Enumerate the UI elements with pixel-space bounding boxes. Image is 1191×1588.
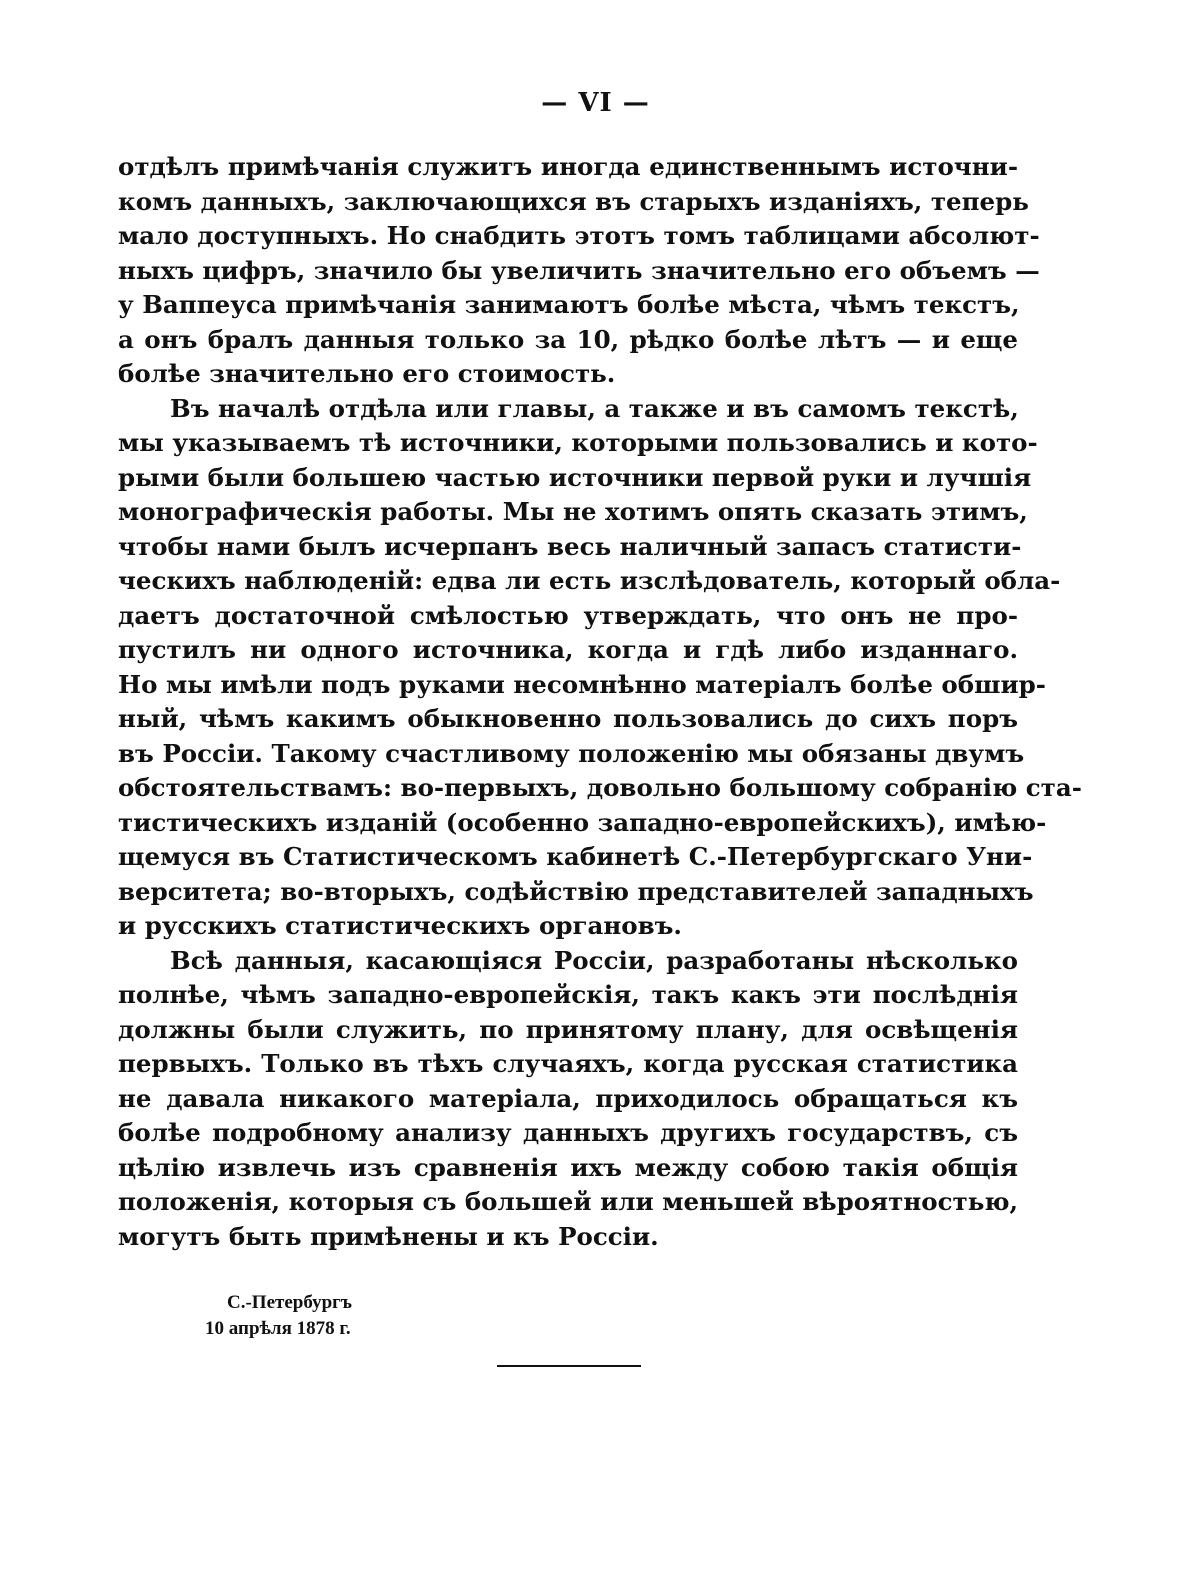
text-line: Въ началѣ отдѣла или главы, а также и въ самомъ текстѣ, xyxy=(170,393,1019,423)
text-line: болѣе значительно его стоимость. xyxy=(118,359,616,388)
paragraph-2 xyxy=(118,392,1082,944)
text-line: у Ваппеуса примѣчанія занимаютъ болѣе мѣста, чѣмъ текстъ, xyxy=(118,290,1020,319)
text-line: могутъ быть примѣнены и къ Россіи. xyxy=(118,1221,659,1251)
text-line: и русскихъ статистическихъ органовъ. xyxy=(118,911,682,940)
text-line: болѣе подробному анализу данныхъ другихъ государствъ, съ xyxy=(118,1118,1018,1147)
signature-place: С.-Петербургъ xyxy=(227,1292,352,1313)
end-rule xyxy=(497,1365,641,1367)
text-line: Но мы имѣли подъ руками несомнѣнно матеріалъ болѣе обшир- xyxy=(118,669,1046,699)
text-line: Всѣ данныя, касающіяся Россіи, разработаны нѣсколько xyxy=(170,945,1018,975)
text-line: положенія, которыя съ большей или меньшей вѣроятностью, xyxy=(118,1187,1018,1216)
text-line: а онъ бралъ данныя только за 10, рѣдко болѣе лѣтъ — и еще xyxy=(118,324,1018,354)
text-line: ный, чѣмъ какимъ обыкновенно пользовались до сихъ поръ xyxy=(118,704,1018,733)
text-line: отдѣлъ примѣчанія служитъ иногда единственнымъ источни- xyxy=(118,152,1018,181)
text-line: мы указываемъ тѣ источники, которыми пользовались и кото- xyxy=(118,428,1038,457)
paragraph-3 xyxy=(118,944,1018,1255)
page-number: — VI — xyxy=(541,88,650,118)
paragraph-1 xyxy=(118,150,1040,392)
text-line: монографическія работы. Мы не хотимъ опять сказать этимъ, xyxy=(118,497,1028,526)
text-line: комъ данныхъ, заключающихся въ старыхъ изданіяхъ, теперь xyxy=(118,186,1029,216)
text-line: мало доступныхъ. Но снабдить этотъ томъ таблицами абсолют- xyxy=(118,221,1040,250)
text-line: тистическихъ изданій (особенно западно-европейскихъ), имѣю- xyxy=(118,807,1047,837)
text-line: чтобы нами былъ исчерпанъ весь наличный запасъ статисти- xyxy=(118,531,1022,561)
text-line: обстоятельствамъ: во-первыхъ, довольно большому собранію ста- xyxy=(118,773,1082,802)
text-line: рыми были большею частью источники первой руки и лучшія xyxy=(118,462,1032,492)
text-line: первыхъ. Только въ тѣхъ случаяхъ, когда русская статистика xyxy=(118,1049,1018,1078)
text-line: должны были служить, по принятому плану, для освѣщенія xyxy=(118,1014,1018,1044)
body-text xyxy=(118,150,1082,1254)
text-line: ныхъ цифръ, значило бы увеличить значительно его объемъ — xyxy=(118,255,1040,285)
text-line: полнѣе, чѣмъ западно-европейскія, такъ какъ эти послѣднія xyxy=(118,980,1018,1009)
text-line: даетъ достаточной смѣлостью утверждать, что онъ не про- xyxy=(118,600,1018,630)
text-line: верситета; во-вторыхъ, содѣйствію представителей западныхъ xyxy=(118,876,1034,906)
text-line: въ Россіи. Такому счастливому положенію мы обязаны двумъ xyxy=(118,738,1025,768)
text-line: цѣлію извлечь изъ сравненія ихъ между собою такія общія xyxy=(118,1152,1018,1182)
text-line: пустилъ ни одного источника, когда и гдѣ либо изданнаго. xyxy=(118,635,1018,664)
text-line: щемуся въ Статистическомъ кабинетѣ С.-Петербургскаго Уни- xyxy=(118,842,1033,871)
signature-date: 10 апрѣля 1878 г. xyxy=(205,1318,351,1339)
text-line: не давала никакого матеріала, приходилось обращаться къ xyxy=(118,1083,1018,1113)
signature-block xyxy=(205,1290,352,1342)
text-line: ческихъ наблюденій: едва ли есть изслѣдователь, который обла- xyxy=(118,566,1061,595)
